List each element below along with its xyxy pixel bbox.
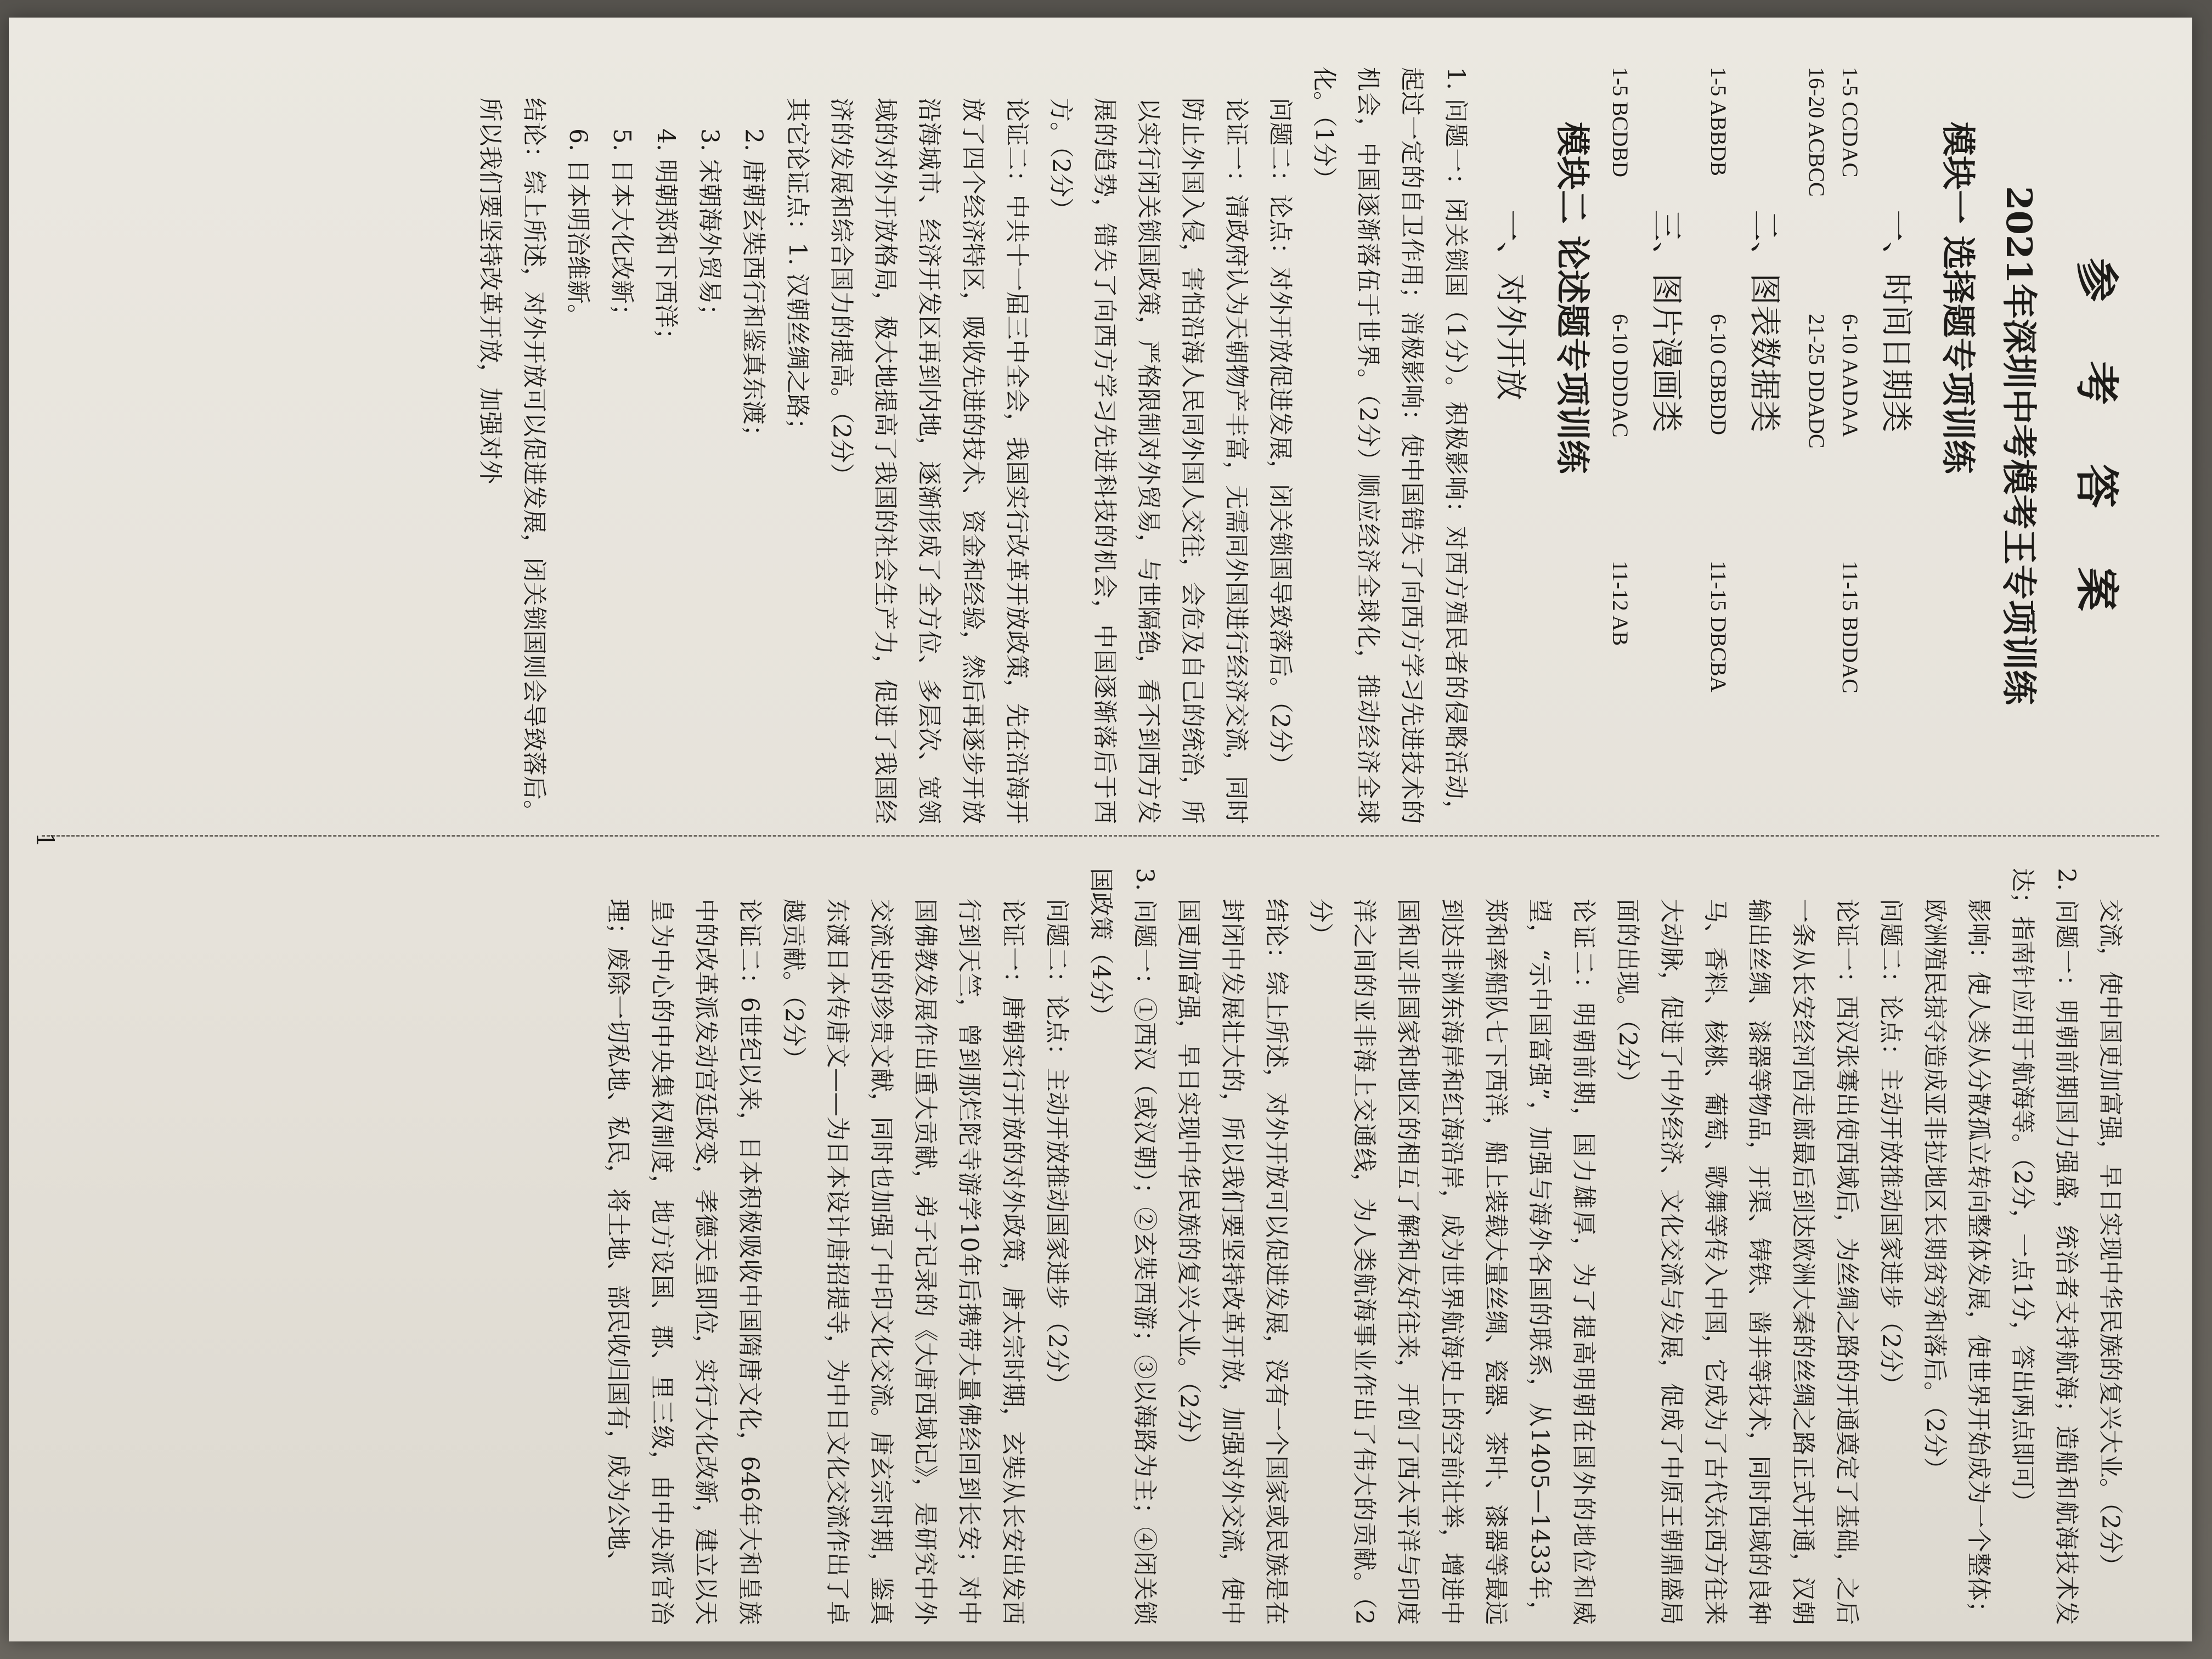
answer-page: [9, 18, 2192, 1641]
answer-paragraph: 影响：使人类从分散孤立转向整体发展，使世界开始成为一个整体；欧洲殖民掠夺造成亚非拉地区长期贫穷和落后。（2分）: [1921, 899, 1993, 1625]
answer-paragraph: 论证一：清政府认为天朝物产丰富，无需同外国进行经济交流，同时防止外国入侵，害怕沿海人民同外国人交往，会危及自己的统治，所以实行闭关锁国政策，严格限制对外贸易，与世隔绝，看不到西方发展的趋势，错失了向西方学习先进科技的机会，中国逐渐落后于西方。（2分）: [1047, 98, 1250, 824]
section-opening-up: 一、对外开放: [1492, 210, 1530, 401]
section-chart-data: 二、图表数据类: [1746, 210, 1784, 433]
answer-paragraph: 问题二：论点：对外开放促进发展，闭关锁国导致落后。（2分）: [1266, 98, 1294, 777]
answer-paragraph: 论证二：6世纪以来，日本积极吸收中国隋唐文化，646年大和皇族中的改革派发动宫廷政变，孝德天皇即位，实行大化改新，建立以天皇为中心的中央集权制度，地方设国、郡、里三级，由中央派官治理；废除一切私地、私民，将土地、部民收归国有，成为公地、: [604, 899, 764, 1625]
answer-paragraph: 论证一：西汉张骞出使西域后，为丝绸之路的开通奠定了基础，之后一条从长安经河西走廊最后到达欧洲大秦的丝绸之路正式开通，汉朝输出丝绸、漆器等物品，开渠、铸铁、凿井等技术，同时西域的良种马、香料、核桃、葡萄、歌舞等传入中国，它成为了古代东西方往来大动脉，促进了中外经济、文化交流与发展，促成了中原王朝鼎盛局面的出现。（2分）: [1613, 899, 1861, 1625]
answer-paragraph: 5. 日本大化改新；: [608, 128, 636, 328]
answer-paragraph: 问题二：论点：主动开放推动国家进步（2分）: [1877, 899, 1905, 1397]
answer-row: 1-5 BCDBD6-10 DDDAC11-12 AB: [1608, 67, 1633, 646]
answer-row: 1-5 CCDAC6-10 AADAA11-15 BDDAC: [1838, 67, 1863, 693]
answer-paragraph: 结论：综上所述，对外开放可以促进发展，没有一个国家或民族是在封闭中发展壮大的，所以我们要坚持改革开放，加强对外交流，使中国更加富强，早日实现中华民族的复兴大业。（2分）: [1175, 899, 1290, 1625]
page-number: 1: [31, 832, 59, 848]
answer-paragraph: 2. 问题一：明朝前期国力强盛，统治者支持航海；造船和航海技术发达；指南针应用于航海等。（2分，一点1分，答出两点即可）: [2008, 868, 2080, 1625]
answer-paragraph: 3. 宋朝海外贸易；: [696, 128, 724, 328]
answer-paragraph: 交流，使中国更加富强，早日实现中华民族的复兴大业。（2分）: [2096, 899, 2124, 1578]
left-column: [468, 67, 2132, 824]
section-time-date: 一、时间日期类: [1878, 210, 1915, 433]
answer-paragraph: 3. 问题一：①西汉（或汉朝）；②玄奘西游；③以海路为主；④闭关锁国政策（4分）: [1087, 868, 1159, 1625]
answer-row: 16-20 ACBCC21-25 DDADC: [1804, 67, 1829, 449]
fold-line: [42, 835, 2159, 837]
answer-paragraph: 4. 明朝郑和下西洋；: [652, 128, 680, 352]
answer-paragraph: 论证一：唐朝实行开放的对外政策，唐太宗时期，玄奘从长安出发西行到天竺，曾到那烂陀寺游学10年后携带大量佛经回到长安；对中国佛教发展作出重大贡献，弟子记录的《大唐西域记》，是研究中外交流史的珍贵文献，同时也加强了中印文化交流。唐玄宗时期，鉴真东渡日本传唐文——为日本设计唐招提寺，为中日文化交流作出了卓越贡献。（2分）: [780, 899, 1027, 1625]
answer-paragraph: 1. 问题一：闭关锁国（1分）。积极影响：对西方殖民者的侵略活动，起过一定的自卫作用；消极影响：使中国错失了向西方学习先进技术的机会，中国逐渐落伍于世界。（2分）顺应经济全球化，推动经济全球化。（1分）: [1310, 67, 1470, 824]
answer-paragraph: 论证二：明朝前期，国力雄厚，为了提高明朝在国外的地位和威望，“示中国富强”，加强与海外各国的联系，从1405—1433年，郑和率船队七下西洋，船上装载大量丝绸、瓷器、茶叶、漆器等最远到达非洲东海岸和红海沿岸，成为世界航海史上的空前壮举，增进中国和亚非国家和地区的相互了解和友好往来，开创了西太平洋与印度洋之间的亚非海上交通线，为人类航海事业作出了伟大的贡献。（2分）: [1306, 899, 1598, 1625]
answer-paragraph: 其它论证点：1. 汉朝丝绸之路；: [783, 98, 811, 442]
answer-paragraph: 2. 唐朝玄奘西行和鉴真东渡；: [740, 128, 768, 449]
page-subtitle: 2021年深圳中考模考王专项训练: [1998, 185, 2039, 706]
page-title: 参 考 答 案: [2071, 258, 2123, 633]
answer-paragraph: 6. 日本明治维新。: [564, 128, 592, 328]
answer-paragraph: 论证二：中共十一届三中全会，我国实行改革开放政策，先在沿海开放了四个经济特区，吸收先进的技术、资金和经验，然后再逐步开放沿海城市、经济开发区再到内地，逐渐形成了全方位、多层次、宽领域的对外开放格局，极大地提高了我国的社会生产力，促进了我国经济的发展和综合国力的提高。（2分）: [827, 98, 1031, 824]
module-1-title: 模块一 选择题专项训练: [1938, 122, 1978, 474]
section-picture-cartoon: 三、图片漫画类: [1648, 210, 1685, 433]
module-2-title: 模块二 论述题专项训练: [1553, 122, 1593, 474]
answer-paragraph: 问题二：论点：主动开放推动国家进步（2分）: [1043, 899, 1071, 1397]
right-column: [596, 868, 2132, 1625]
answer-paragraph: 结论：综上所述，对外开放可以促进发展，闭关锁国则会导致落后。所以我们要坚持改革开放，加强对外: [476, 98, 548, 824]
answer-row: 1-5 ABBDB6-10 CBBDD11-15 DBCBA: [1706, 67, 1731, 692]
